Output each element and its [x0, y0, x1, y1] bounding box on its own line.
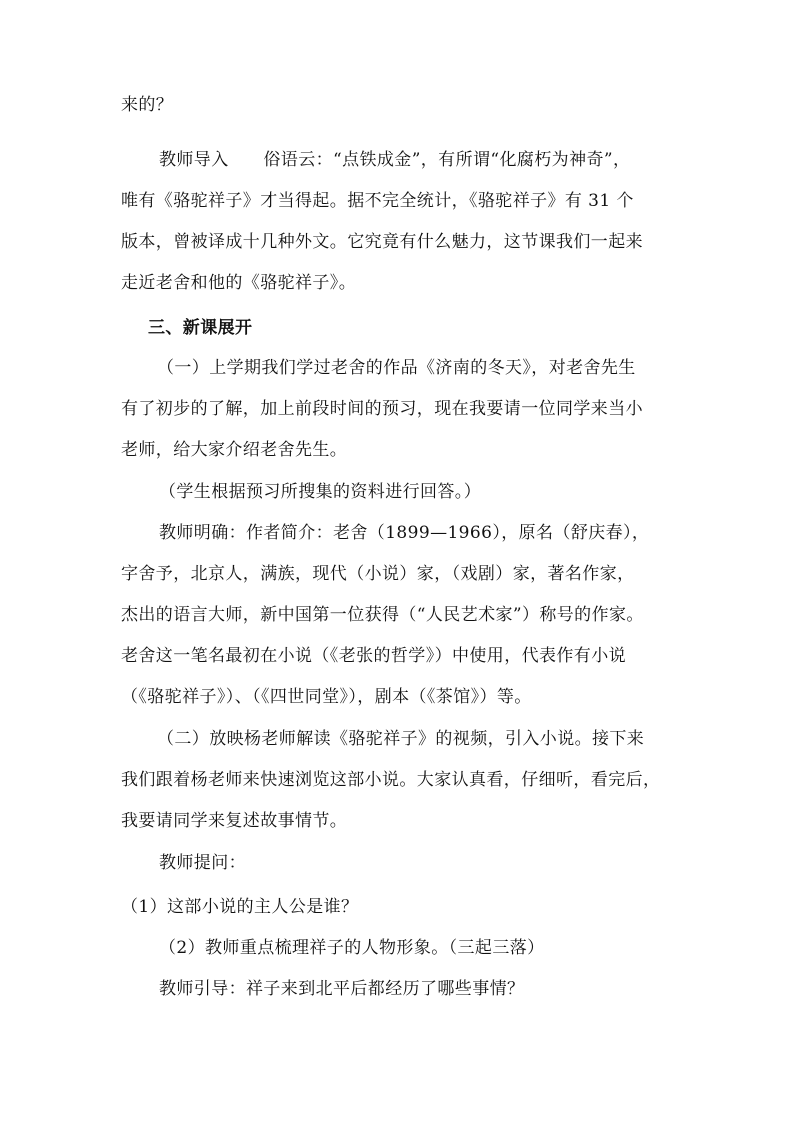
text-line: 字舍予，北京人，满族，现代（小说）家，（戏剧）家，著名作家， — [121, 564, 635, 584]
text-line: （2）教师重点梳理祥子的人物形象。（三起三落） — [159, 938, 545, 958]
text-line: 杰出的语言大师，新中国第一位获得（“人民艺术家”）称号的作家。 — [121, 605, 644, 625]
text-line: 唯有《骆驼祥子》才当得起。据不完全统计，《骆驼祥子》有 31 个 — [121, 191, 634, 211]
section-heading: 三、新课展开 — [148, 318, 253, 338]
text-line: 教师明确：作者简介：老舍（1899—1966），原名（舒庆春）， — [159, 523, 650, 543]
text-line: （1）这部小说的主人公是谁？ — [121, 897, 359, 917]
text-line: （二）放映杨老师解读《骆驼祥子》的视频，引入小说。接下来 — [157, 729, 645, 749]
text-line: 版本，曾被译成十几种外文。它究竟有什么魅力，这节课我们一起来 — [121, 232, 643, 252]
text-line: 教师提问： — [159, 853, 246, 873]
text-line: （《骆驼祥子》）、（《四世同堂》），剧本（《茶馆》）等。 — [121, 687, 532, 707]
text-line: 来的？ — [121, 95, 174, 115]
text-line: 老师，给大家介绍老舍先生。 — [121, 440, 348, 460]
text-line: 老舍这一笔名最初在小说（《老张的哲学》）中使用，代表作有小说 — [121, 646, 626, 666]
text-line: 教师引导：祥子来到北平后都经历了哪些事情？ — [159, 979, 525, 999]
text-line: 有了初步的了解，加上前段时间的预习，现在我要请一位同学来当小 — [121, 399, 643, 419]
text-line: 教师导入 俗语云：“点铁成金”，有所谓“化腐朽为神奇”， — [159, 150, 631, 170]
text-line: （一）上学期我们学过老舍的作品《济南的冬天》，对老舍先生 — [157, 358, 636, 378]
text-line: 我要请同学来复述故事情节。 — [121, 811, 348, 831]
text-line: 我们跟着杨老师来快速浏览这部小说。大家认真看，仔细听，看完后， — [121, 770, 661, 790]
text-line: （学生根据预习所搜集的资料进行回答。） — [159, 482, 482, 502]
text-line: 走近老舍和他的《骆驼祥子》。 — [121, 273, 357, 293]
